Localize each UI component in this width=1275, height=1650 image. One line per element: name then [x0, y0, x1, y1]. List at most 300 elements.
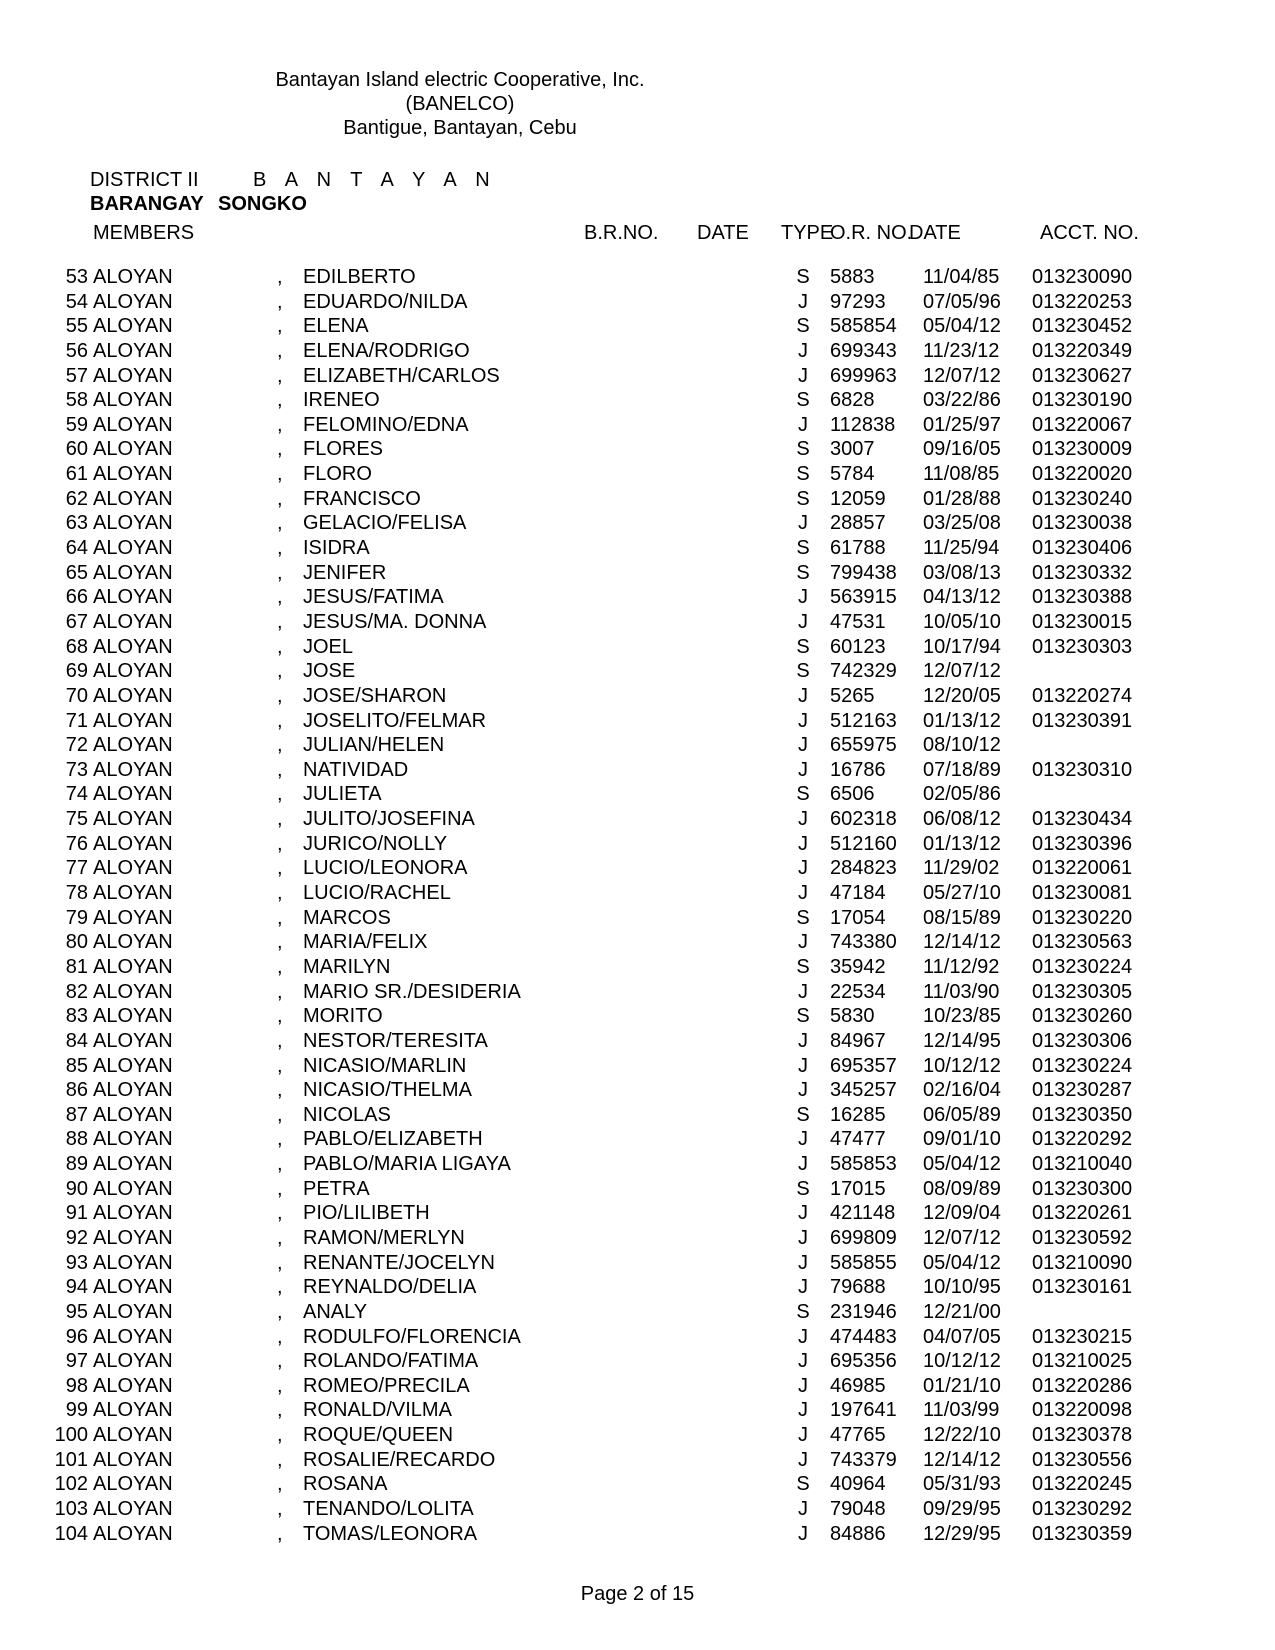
or-number: 46985 — [830, 1374, 886, 1397]
member-type: J — [798, 1029, 808, 1052]
comma-separator: , — [277, 684, 283, 707]
member-surname: ALOYAN — [93, 1448, 173, 1471]
member-given-name: JULIAN/HELEN — [303, 734, 445, 757]
br-date-cell — [697, 1374, 781, 1399]
member-no: 99 — [65, 1399, 88, 1422]
member-given-name: LUCIO/RACHEL — [303, 882, 451, 905]
account-number: 013230300 — [1032, 1177, 1133, 1200]
br-date-cell — [697, 413, 781, 438]
account-number: 013220253 — [1032, 290, 1133, 313]
account-number: 013230038 — [1032, 512, 1133, 535]
member-given-name: NICASIO/MARLIN — [303, 1054, 467, 1077]
table-row — [50, 635, 1225, 660]
br-no-cell — [584, 832, 697, 857]
account-number: 013230190 — [1032, 389, 1133, 412]
br-no-cell — [584, 1275, 697, 1300]
br-date-cell — [697, 1522, 781, 1547]
br-date-cell — [697, 1275, 781, 1300]
member-surname: ALOYAN — [93, 709, 173, 732]
member-no: 69 — [65, 660, 88, 683]
br-no-cell — [584, 1497, 697, 1522]
br-no-cell — [584, 314, 697, 339]
account-number: 013220020 — [1032, 463, 1133, 486]
or-date: 11/12/92 — [923, 955, 1000, 978]
type-column-header: TYPE — [781, 222, 834, 244]
member-no: 89 — [65, 1153, 88, 1176]
br-date-cell — [697, 511, 781, 536]
comma-separator: , — [277, 980, 283, 1003]
br-date-cell — [697, 930, 781, 955]
account-number: 013220061 — [1032, 857, 1133, 880]
member-no: 80 — [65, 931, 88, 954]
account-number: 013230310 — [1032, 758, 1133, 781]
member-surname: ALOYAN — [93, 1522, 173, 1545]
table-row — [50, 1251, 1225, 1276]
member-type: J — [798, 709, 808, 732]
br-no-cell — [584, 856, 697, 881]
member-surname: ALOYAN — [93, 857, 173, 880]
or-date: 03/22/86 — [923, 389, 1001, 412]
account-number: 013210040 — [1032, 1153, 1133, 1176]
member-given-name: PIO/LILIBETH — [303, 1202, 430, 1225]
member-no: 88 — [65, 1128, 88, 1151]
member-surname: ALOYAN — [93, 955, 173, 978]
comma-separator: , — [277, 1226, 283, 1249]
or-date: 10/23/85 — [923, 1005, 1001, 1028]
member-given-name: FLORO — [303, 463, 372, 486]
member-type: J — [798, 980, 808, 1003]
table-row — [50, 832, 1225, 857]
or-date: 01/13/12 — [923, 709, 1001, 732]
comma-separator: , — [277, 709, 283, 732]
barangay-label: BARANGAY — [90, 193, 204, 215]
br-date-cell — [697, 585, 781, 610]
or-date: 08/15/89 — [923, 906, 1001, 929]
member-given-name: PABLO/ELIZABETH — [303, 1128, 483, 1151]
or-number: 695357 — [830, 1054, 897, 1077]
or-number: 563915 — [830, 586, 897, 609]
member-no: 72 — [65, 734, 88, 757]
or-date: 11/23/12 — [923, 339, 1000, 362]
table-row — [50, 437, 1225, 462]
member-given-name: JULITO/JOSEFINA — [303, 808, 475, 831]
comma-separator: , — [277, 512, 283, 535]
or-number: 5784 — [830, 463, 875, 486]
member-no: 70 — [65, 684, 88, 707]
member-surname: ALOYAN — [93, 1054, 173, 1077]
br-date-cell — [697, 1177, 781, 1202]
or-number: 5883 — [830, 266, 875, 288]
or-date: 01/21/10 — [923, 1374, 1001, 1397]
table-row — [50, 709, 1225, 734]
or-date: 12/07/12 — [923, 1226, 1001, 1249]
member-type: J — [798, 1325, 808, 1348]
comma-separator: , — [277, 537, 283, 560]
br-date-cell — [697, 1152, 781, 1177]
account-number: 013230332 — [1032, 561, 1133, 584]
member-type: J — [798, 1153, 808, 1176]
or-number: 6506 — [830, 783, 875, 806]
comma-separator: , — [277, 1276, 283, 1299]
br-no-cell — [584, 511, 697, 536]
member-given-name: RENANTE/JOCELYN — [303, 1251, 495, 1274]
member-given-name: NICASIO/THELMA — [303, 1079, 472, 1102]
or-date: 10/10/95 — [923, 1276, 1001, 1299]
br-date-cell — [697, 1423, 781, 1448]
table-row — [50, 1374, 1225, 1399]
member-no: 90 — [65, 1177, 88, 1200]
member-given-name: FELOMINO/EDNA — [303, 413, 469, 436]
member-type: S — [796, 635, 810, 658]
br-no-cell — [584, 1325, 697, 1350]
member-given-name: EDILBERTO — [303, 266, 416, 288]
comma-separator: , — [277, 906, 283, 929]
br-no-cell — [584, 1004, 697, 1029]
or-number: 197641 — [830, 1399, 897, 1422]
member-given-name: IRENEO — [303, 389, 380, 412]
comma-separator: , — [277, 660, 283, 683]
br-date-cell — [697, 1201, 781, 1226]
or-date: 12/07/12 — [923, 364, 1001, 387]
br-no-cell — [584, 1201, 697, 1226]
member-type: S — [796, 389, 810, 412]
account-number: 013230260 — [1032, 1005, 1133, 1028]
member-no: 97 — [65, 1350, 88, 1373]
or-date: 05/31/93 — [923, 1473, 1001, 1496]
table-row — [50, 1497, 1225, 1522]
br-no-cell — [584, 585, 697, 610]
br-date-cell — [697, 1448, 781, 1473]
account-number: 013210025 — [1032, 1350, 1133, 1373]
or-date: 04/13/12 — [923, 586, 1001, 609]
table-header-row — [50, 221, 1225, 245]
comma-separator: , — [277, 413, 283, 436]
table-row — [50, 733, 1225, 758]
br-date-cell — [697, 1472, 781, 1497]
or-date: 02/16/04 — [923, 1079, 1001, 1102]
or-number: 5265 — [830, 684, 875, 707]
br-no-cell — [584, 1448, 697, 1473]
member-no: 71 — [65, 709, 88, 732]
br-no-cell — [584, 980, 697, 1005]
or-date: 11/25/94 — [923, 537, 1000, 560]
table-row — [50, 339, 1225, 364]
or-date: 10/12/12 — [923, 1054, 1001, 1077]
member-no: 95 — [65, 1300, 88, 1323]
comma-separator: , — [277, 955, 283, 978]
or-number: 5830 — [830, 1005, 875, 1028]
member-type: S — [796, 561, 810, 584]
or-date: 12/09/04 — [923, 1202, 1001, 1225]
table-row — [50, 1004, 1225, 1029]
table-row — [50, 462, 1225, 487]
br-no-cell — [584, 1103, 697, 1128]
member-no: 54 — [65, 290, 88, 313]
comma-separator: , — [277, 635, 283, 658]
member-no: 79 — [65, 906, 88, 929]
br-no-cell — [584, 1472, 697, 1497]
table-row — [50, 1103, 1225, 1128]
member-surname: ALOYAN — [93, 1103, 173, 1126]
account-number: 013220274 — [1032, 684, 1133, 707]
account-number: 013230350 — [1032, 1103, 1133, 1126]
comma-separator: , — [277, 339, 283, 362]
account-number: 013230434 — [1032, 808, 1133, 831]
comma-separator: , — [277, 808, 283, 831]
table-row — [50, 413, 1225, 438]
member-no: 77 — [65, 857, 88, 880]
account-number: 013230359 — [1032, 1522, 1133, 1545]
member-type: S — [796, 955, 810, 978]
table-row — [50, 1300, 1225, 1325]
member-type: J — [798, 1424, 808, 1447]
member-surname: ALOYAN — [93, 1226, 173, 1249]
br-date-cell — [697, 1398, 781, 1423]
member-type: J — [798, 610, 808, 633]
member-type: S — [796, 463, 810, 486]
br-no-cell — [584, 1226, 697, 1251]
table-row — [50, 1127, 1225, 1152]
comma-separator: , — [277, 586, 283, 609]
or-number: 22534 — [830, 980, 886, 1003]
comma-separator: , — [277, 438, 283, 461]
member-surname: ALOYAN — [93, 906, 173, 929]
member-given-name: NICOLAS — [303, 1103, 391, 1126]
br-date-cell — [697, 437, 781, 462]
br-no-cell — [584, 1127, 697, 1152]
or-number: 47765 — [830, 1424, 886, 1447]
member-no: 63 — [65, 512, 88, 535]
table-row — [50, 856, 1225, 881]
member-type: J — [798, 512, 808, 535]
or-date: 01/25/97 — [923, 413, 1001, 436]
or-number: 3007 — [830, 438, 875, 461]
or-date: 09/29/95 — [923, 1498, 1001, 1521]
member-given-name: JOSE — [303, 660, 356, 683]
acct-no-column-header: ACCT. NO. — [1040, 222, 1139, 244]
comma-separator: , — [277, 857, 283, 880]
or-date-column-header: DATE — [909, 222, 961, 244]
br-date-cell — [697, 955, 781, 980]
member-no: 62 — [65, 487, 88, 510]
account-number: 013230563 — [1032, 931, 1133, 954]
br-date-cell — [697, 1349, 781, 1374]
or-number: 17054 — [830, 906, 886, 929]
br-date-cell — [697, 782, 781, 807]
member-no: 86 — [65, 1079, 88, 1102]
member-type: S — [796, 266, 810, 288]
member-no: 85 — [65, 1054, 88, 1077]
member-type: J — [798, 1276, 808, 1299]
member-type: J — [798, 1399, 808, 1422]
or-number: 17015 — [830, 1177, 886, 1200]
table-row — [50, 511, 1225, 536]
member-no: 103 — [54, 1498, 88, 1521]
member-no: 92 — [65, 1226, 88, 1249]
member-type: J — [798, 734, 808, 757]
account-number: 013230090 — [1032, 266, 1133, 288]
or-date: 05/27/10 — [923, 882, 1001, 905]
member-no: 96 — [65, 1325, 88, 1348]
member-type: J — [798, 413, 808, 436]
table-row — [50, 1423, 1225, 1448]
br-date-cell — [697, 290, 781, 315]
member-no: 67 — [65, 610, 88, 633]
comma-separator: , — [277, 1300, 283, 1323]
account-number: 013230015 — [1032, 610, 1133, 633]
or-number: 47184 — [830, 882, 886, 905]
table-row — [50, 1275, 1225, 1300]
member-surname: ALOYAN — [93, 1325, 173, 1348]
org-abbr: (BANELCO) — [405, 93, 515, 115]
comma-separator: , — [277, 734, 283, 757]
or-number: 699343 — [830, 339, 897, 362]
member-surname: ALOYAN — [93, 808, 173, 831]
account-number: 013230305 — [1032, 980, 1133, 1003]
member-given-name: ANALY — [303, 1300, 368, 1323]
member-type: J — [798, 290, 808, 313]
member-surname: ALOYAN — [93, 537, 173, 560]
comma-separator: , — [277, 315, 283, 338]
member-surname: ALOYAN — [93, 512, 173, 535]
br-date-cell — [697, 265, 781, 290]
comma-separator: , — [277, 931, 283, 954]
member-given-name: ELENA/RODRIGO — [303, 339, 470, 362]
or-number: 84967 — [830, 1029, 886, 1052]
member-no: 98 — [65, 1374, 88, 1397]
member-given-name: JENIFER — [303, 561, 387, 584]
account-number: 013230303 — [1032, 635, 1133, 658]
or-date: 06/05/89 — [923, 1103, 1001, 1126]
member-type: J — [798, 808, 808, 831]
br-date-cell — [697, 561, 781, 586]
br-no-cell — [584, 1251, 697, 1276]
or-number: 79688 — [830, 1276, 886, 1299]
member-given-name: ROLANDO/FATIMA — [303, 1350, 479, 1373]
account-number — [1032, 733, 1225, 758]
member-no: 84 — [65, 1029, 88, 1052]
br-no-cell — [584, 1398, 697, 1423]
br-date-cell — [697, 1078, 781, 1103]
or-number: 699963 — [830, 364, 897, 387]
member-given-name: ROSANA — [303, 1473, 388, 1496]
member-surname: ALOYAN — [93, 635, 173, 658]
member-type: S — [796, 906, 810, 929]
member-given-name: LUCIO/LEONORA — [303, 857, 468, 880]
member-type: S — [796, 315, 810, 338]
member-surname: ALOYAN — [93, 1498, 173, 1521]
or-number: 699809 — [830, 1226, 897, 1249]
br-no-cell — [584, 339, 697, 364]
member-type: J — [798, 1522, 808, 1545]
account-number: 013220261 — [1032, 1202, 1133, 1225]
member-surname: ALOYAN — [93, 1153, 173, 1176]
or-date: 12/29/95 — [923, 1522, 1001, 1545]
member-given-name: JOSELITO/FELMAR — [303, 709, 487, 732]
br-date-cell — [697, 1497, 781, 1522]
or-date: 12/14/95 — [923, 1029, 1001, 1052]
or-date: 09/01/10 — [923, 1128, 1001, 1151]
br-no-cell — [584, 635, 697, 660]
table-row — [50, 1325, 1225, 1350]
member-type: S — [796, 1177, 810, 1200]
member-type: J — [798, 882, 808, 905]
or-number: 585855 — [830, 1251, 897, 1274]
member-given-name: MARCOS — [303, 906, 391, 929]
member-no: 87 — [65, 1103, 88, 1126]
or-number: 421148 — [830, 1202, 896, 1225]
or-number: 585854 — [830, 315, 897, 338]
member-surname: ALOYAN — [93, 487, 173, 510]
table-row — [50, 290, 1225, 315]
br-date-cell — [697, 462, 781, 487]
account-number: 013230452 — [1032, 315, 1133, 338]
or-date: 11/04/85 — [923, 266, 1000, 288]
br-no-cell — [584, 388, 697, 413]
member-surname: ALOYAN — [93, 758, 173, 781]
member-surname: ALOYAN — [93, 1128, 173, 1151]
or-date: 02/05/86 — [923, 783, 1001, 806]
member-type: S — [796, 660, 810, 683]
table-row — [50, 536, 1225, 561]
or-date: 01/13/12 — [923, 832, 1001, 855]
br-no-cell — [584, 1029, 697, 1054]
or-date: 12/20/05 — [923, 684, 1001, 707]
br-no-cell — [584, 1423, 697, 1448]
member-surname: ALOYAN — [93, 413, 173, 436]
table-row — [50, 388, 1225, 413]
member-type: J — [798, 1128, 808, 1151]
or-number: 284823 — [830, 857, 897, 880]
member-no: 91 — [65, 1202, 88, 1225]
br-date-cell — [697, 1127, 781, 1152]
br-no-cell — [584, 1374, 697, 1399]
member-no: 61 — [65, 463, 88, 486]
br-no-cell — [584, 265, 697, 290]
table-row — [50, 1398, 1225, 1423]
or-number: 512160 — [830, 832, 897, 855]
district-label: DISTRICT II — [90, 169, 199, 191]
comma-separator: , — [277, 1448, 283, 1471]
table-row — [50, 265, 1225, 290]
barangay-name: SONGKO — [218, 193, 307, 215]
account-number — [1032, 659, 1225, 684]
member-type: J — [798, 1350, 808, 1373]
member-surname: ALOYAN — [93, 1473, 173, 1496]
member-given-name: PABLO/MARIA LIGAYA — [303, 1153, 511, 1176]
br-no-cell — [584, 758, 697, 783]
or-date: 12/07/12 — [923, 660, 1001, 683]
member-type: S — [796, 537, 810, 560]
member-surname: ALOYAN — [93, 389, 173, 412]
member-surname: ALOYAN — [93, 364, 173, 387]
member-no: 82 — [65, 980, 88, 1003]
br-date-cell — [697, 1300, 781, 1325]
member-no: 60 — [65, 438, 88, 461]
member-given-name: RAMON/MERLYN — [303, 1226, 465, 1249]
or-date: 05/04/12 — [923, 1153, 1001, 1176]
member-given-name: ROSALIE/RECARDO — [303, 1448, 496, 1471]
member-surname: ALOYAN — [93, 561, 173, 584]
member-given-name: RONALD/VILMA — [303, 1399, 452, 1422]
member-given-name: JESUS/MA. DONNA — [303, 610, 487, 633]
br-date-cell — [697, 314, 781, 339]
member-given-name: MARILYN — [303, 955, 391, 978]
br-no-cell — [584, 462, 697, 487]
member-type: J — [798, 1498, 808, 1521]
comma-separator: , — [277, 1325, 283, 1348]
or-no-column-header: O.R. NO. — [830, 222, 913, 244]
